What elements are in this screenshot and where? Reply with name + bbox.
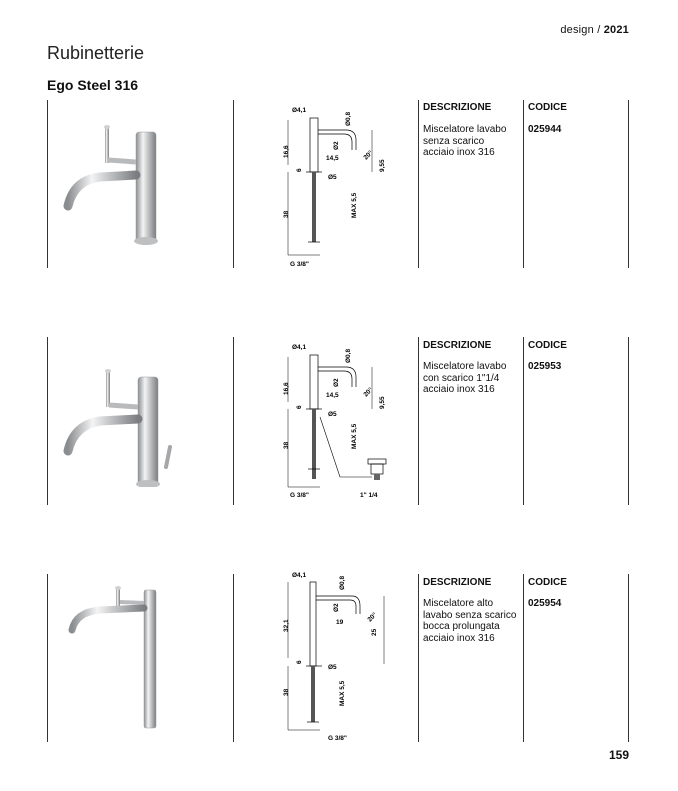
drain-pop-up-icon xyxy=(340,459,386,480)
brand-label: design xyxy=(560,24,594,36)
dim-base: 6 xyxy=(296,168,303,172)
svg-text:Ø5: Ø5 xyxy=(328,411,337,418)
product-description: Miscelatore lavabo con scarico 1"1/4 acciaio inox 316 xyxy=(423,361,507,395)
dim-spout-diameter: Ø2 xyxy=(333,141,340,150)
svg-text:14,5: 14,5 xyxy=(326,392,339,399)
product-code: 025953 xyxy=(528,361,562,372)
faucet-photo-icon xyxy=(60,357,220,487)
page-header-tag xyxy=(560,24,629,36)
dim-handle-diameter: Ø4,1 xyxy=(292,107,307,114)
svg-text:MAX 5,5: MAX 5,5 xyxy=(339,680,346,706)
dim-under: 38 xyxy=(283,210,290,218)
svg-text:Ø4,1: Ø4,1 xyxy=(292,572,307,579)
description-header: DESCRIZIONE xyxy=(423,340,492,351)
faucet-photo-icon xyxy=(60,120,220,250)
series-title: Ego Steel 316 xyxy=(47,77,139,93)
svg-text:G 3/8": G 3/8" xyxy=(290,492,309,499)
svg-text:MAX 5,5: MAX 5,5 xyxy=(351,423,358,449)
section-title: Rubinetterie xyxy=(47,43,145,63)
svg-text:19: 19 xyxy=(336,619,344,626)
dim-spout-end-diameter: Ø0,8 xyxy=(345,111,352,126)
faucet-technical-drawing-icon xyxy=(276,100,396,270)
code-header: CODICE xyxy=(528,102,567,113)
dim-thread: G 3/8" xyxy=(290,261,309,268)
svg-text:6: 6 xyxy=(296,660,303,664)
code-header: CODICE xyxy=(528,340,567,351)
year-label: 2021 xyxy=(603,24,629,36)
svg-text:6: 6 xyxy=(296,405,303,409)
faucet-technical-drawing-icon xyxy=(276,337,396,507)
product-description: Miscelatore alto lavabo senza scarico bocca prolungata acciaio inox 316 xyxy=(423,598,517,644)
svg-text:Ø5: Ø5 xyxy=(328,664,337,671)
product-description: Miscelatore lavabo senza scarico acciaio inox 316 xyxy=(423,124,507,158)
faucet-photo-icon xyxy=(60,580,220,730)
code-header: CODICE xyxy=(528,577,567,588)
svg-text:G 3/8": G 3/8" xyxy=(328,735,347,742)
header-separator: / xyxy=(593,24,604,36)
dim-waste: 1" 1/4 xyxy=(360,492,378,499)
svg-text:Ø2: Ø2 xyxy=(333,378,340,387)
svg-text:9,55: 9,55 xyxy=(379,396,386,409)
product-code: 025944 xyxy=(528,124,562,135)
svg-text:20°: 20° xyxy=(366,611,379,624)
svg-text:Ø0,8: Ø0,8 xyxy=(345,348,352,363)
svg-text:25: 25 xyxy=(371,628,378,636)
dim-max: MAX 5,5 xyxy=(351,192,358,218)
faucet-technical-drawing-icon xyxy=(276,566,396,746)
dim-angle: 20° xyxy=(362,149,375,162)
svg-text:20°: 20° xyxy=(362,386,375,399)
svg-text:16,6: 16,6 xyxy=(283,382,290,395)
dim-spout-height: 9,55 xyxy=(379,159,386,172)
dim-tail-diameter: Ø5 xyxy=(328,174,337,181)
dim-reach: 14,5 xyxy=(326,155,339,162)
description-header: DESCRIZIONE xyxy=(423,102,492,113)
page-number: 159 xyxy=(608,748,629,762)
svg-text:38: 38 xyxy=(283,688,290,696)
product-code: 025954 xyxy=(528,598,562,609)
svg-text:Ø2: Ø2 xyxy=(333,603,340,612)
svg-text:38: 38 xyxy=(283,441,290,449)
dim-height: 16,6 xyxy=(283,145,290,158)
svg-text:Ø4,1: Ø4,1 xyxy=(292,344,307,351)
dim-height: 32,1 xyxy=(283,619,290,632)
svg-text:Ø0,8: Ø0,8 xyxy=(339,575,346,590)
description-header: DESCRIZIONE xyxy=(423,577,492,588)
